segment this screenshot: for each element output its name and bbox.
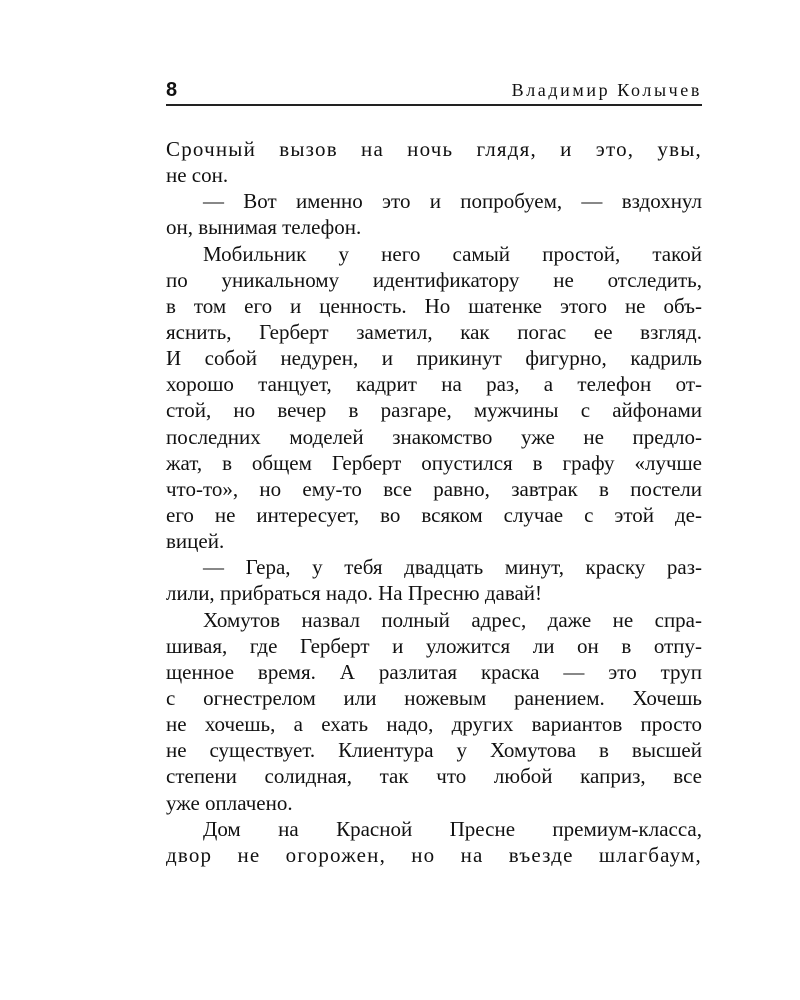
text-line: — Вот именно это и попробуем, — вздохнул — [203, 189, 702, 214]
text-line: с огнестрелом или ножевым ранением. Хочешь — [166, 685, 702, 710]
text-line: щенное время. А разлитая краска — это труп — [166, 659, 702, 684]
text-line: яснить, Герберт заметил, как погас ее взгляд. — [166, 319, 702, 344]
text-line: Мобильник у него самый простой, такой — [203, 241, 702, 266]
text-line: хорошо танцует, кадрит на раз, а телефон от- — [166, 372, 702, 397]
text-line: лили, прибраться надо. На Пресню давай! — [166, 581, 543, 606]
page-number: 8 — [166, 79, 178, 101]
running-title-author: Владимир Колычев — [511, 80, 702, 100]
text-line: не существует. Клиентура у Хомутова в высшей — [166, 738, 702, 763]
text-line: И собой недурен, и прикинут фигурно, кадриль — [166, 346, 702, 371]
text-line: последних моделей знакомство уже не предло- — [166, 424, 702, 449]
text-line: не хочешь, а ехать надо, других вариантов просто — [166, 712, 702, 737]
text-line: жат, в общем Герберт опустился в графу «лучше — [166, 450, 702, 475]
text-line: по уникальному идентификатору не отследить, — [166, 267, 702, 292]
text-line: — Гера, у тебя двадцать минут, краску раз- — [203, 555, 702, 580]
header-rule — [166, 104, 702, 106]
text-line: что-то», но ему-то все равно, завтрак в постели — [166, 476, 702, 501]
text-line: Хомутов назвал полный адрес, даже не спра- — [203, 607, 702, 632]
text-line: Срочный вызов на ночь глядя, и это, увы, — [166, 137, 702, 161]
text-line: уже оплачено. — [166, 790, 293, 815]
text-line: не сон. — [166, 163, 229, 188]
text-line: его не интересует, во всяком случае с этой де- — [166, 502, 702, 527]
text-line: он, вынимая телефон. — [166, 215, 362, 240]
text-line: в том его и ценность. Но шатенке этого не объ- — [166, 293, 702, 318]
text-line: стой, но вечер в разгаре, мужчины с айфонами — [166, 398, 702, 423]
body-text — [166, 136, 702, 868]
text-line: Дом на Красной Пресне премиум-класса, — [203, 816, 702, 841]
text-line: вицей. — [166, 529, 225, 554]
text-line: степени солидная, так что любой каприз, все — [166, 764, 702, 789]
text-line: шивая, где Герберт и уложится ли он в отпу- — [166, 633, 702, 658]
text-line: двор не огорожен, но на въезде шлагбаум, — [166, 842, 702, 867]
page-header — [166, 78, 702, 102]
